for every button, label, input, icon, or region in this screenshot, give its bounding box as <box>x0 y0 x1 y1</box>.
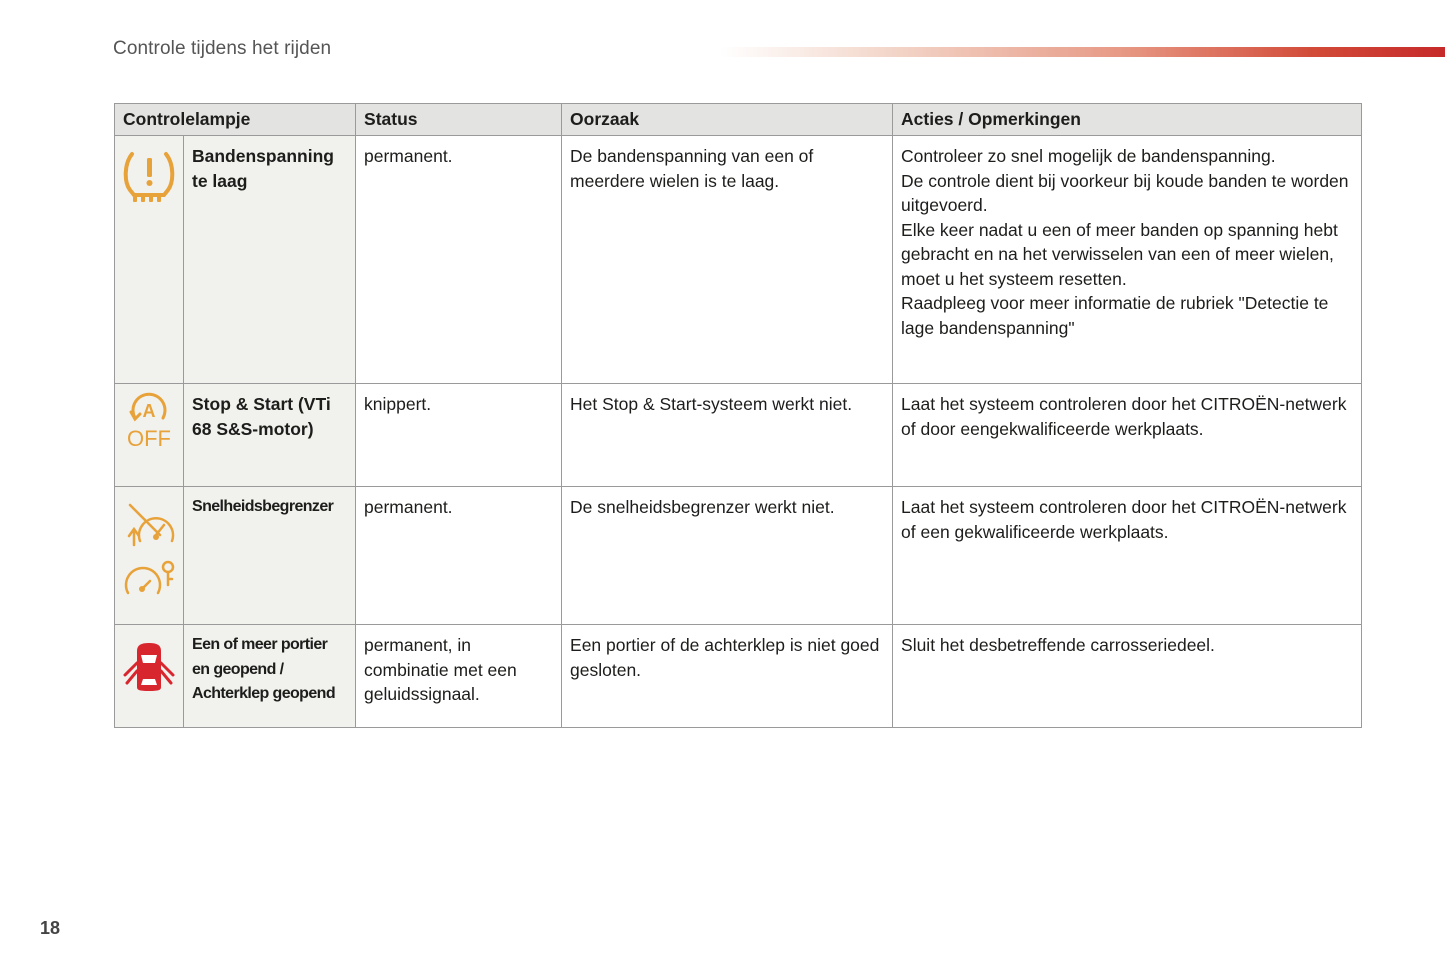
lamp-cause: De snelheidsbegrenzer werkt niet. <box>562 487 893 625</box>
action-line: De controle dient bij voorkeur bij koude banden te worden uitgevoerd. <box>901 170 1349 215</box>
action-line: Sluit het desbetreffende carrosseriedeel. <box>901 635 1215 655</box>
lamp-icon-cell <box>115 384 184 487</box>
lamp-cause: Een portier of de achterklep is niet goed gesloten. <box>562 625 893 728</box>
lamp-icon-cell <box>115 487 184 625</box>
lamp-actions <box>893 384 1362 487</box>
door-open-icon <box>121 641 177 693</box>
lamp-status: knippert. <box>356 384 562 487</box>
lamp-name-text: Snelheidsbegrenzer <box>192 498 334 515</box>
table-row <box>115 487 1362 625</box>
action-line: Raadpleeg voor meer informatie de rubriek "Detectie te lage bandenspanning" <box>901 293 1329 338</box>
lamp-cause: Het Stop & Start-systeem werkt niet. <box>562 384 893 487</box>
lamp-actions <box>893 625 1362 728</box>
column-header-lamp: Controlelampje <box>115 104 356 136</box>
column-header-actions: Acties / Opmerkingen <box>893 104 1362 136</box>
table-row <box>115 136 1362 384</box>
action-line: Elke keer nadat u een of meer banden op spanning hebt gebracht en na het verwisselen van een of meer wielen, moet u het systeem resetten. <box>901 219 1338 289</box>
lamp-status: permanent. <box>356 487 562 625</box>
action-line: Laat het systeem controleren door het CITROËN-netwerk of door eengekwalificeerde werkplaats. <box>901 394 1347 439</box>
speed-limiter-fault-icon <box>120 501 178 605</box>
icon-off-text: OFF <box>127 426 171 450</box>
lamp-actions <box>893 136 1362 384</box>
page-section-title: Controle tijdens het rijden <box>113 38 332 59</box>
lamp-cause: De bandenspanning van een of meerdere wielen is te laag. <box>562 136 893 384</box>
table-row <box>115 625 1362 728</box>
stop-start-off-icon <box>123 390 175 450</box>
header-accent-bar <box>720 47 1445 57</box>
action-line: Controleer zo snel mogelijk de bandenspanning. <box>901 146 1276 166</box>
lamp-icon-cell <box>115 625 184 728</box>
action-line: Laat het systeem controleren door het CITROËN-netwerk of een gekwalificeerde werkplaats. <box>901 497 1347 542</box>
column-header-cause: Oorzaak <box>562 104 893 136</box>
lamp-actions <box>893 487 1362 625</box>
lamp-name <box>184 487 356 625</box>
warning-lamp-table <box>114 103 1362 728</box>
table-header-row <box>115 104 1362 136</box>
lamp-name <box>184 625 356 728</box>
column-header-status: Status <box>356 104 562 136</box>
page-number: 18 <box>40 918 61 938</box>
svg-text:A: A <box>142 401 156 421</box>
lamp-icon-cell <box>115 136 184 384</box>
lamp-name: Bandenspanning te laag <box>184 136 356 384</box>
table-row <box>115 384 1362 487</box>
lamp-name-text: Een of meer portier en geopend / Achterklep geopend <box>192 636 336 702</box>
tyre-pressure-warning-icon <box>120 148 178 206</box>
lamp-name: Stop & Start (VTi 68 S&S-motor) <box>184 384 356 487</box>
lamp-status: permanent. <box>356 136 562 384</box>
lamp-status: permanent, in combinatie met een geluidssignaal. <box>356 625 562 728</box>
